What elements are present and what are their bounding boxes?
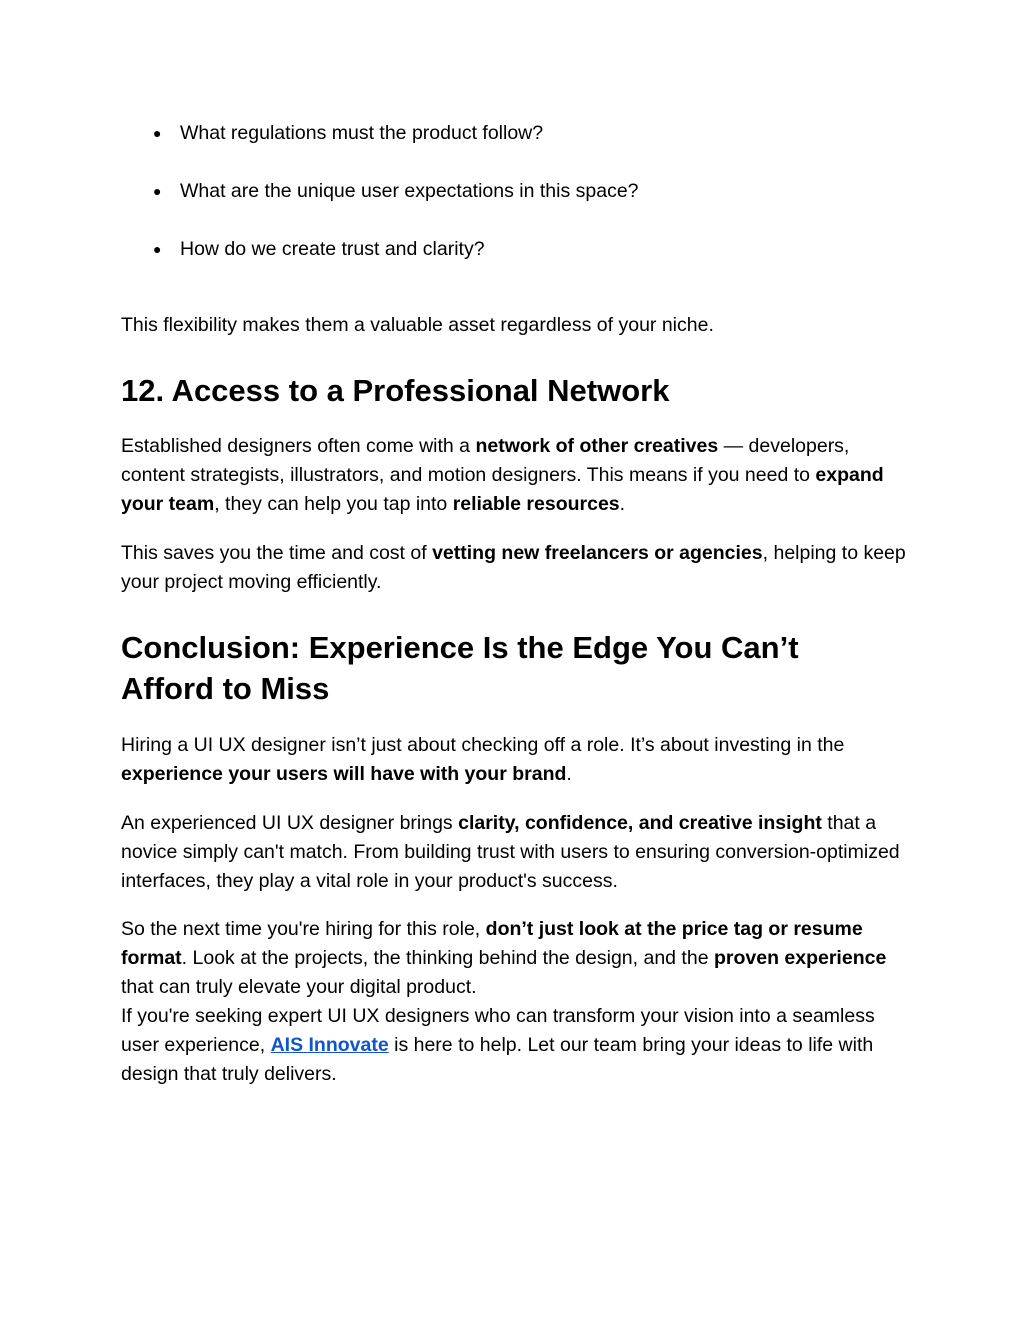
network-paragraph: Established designers often come with a network of other creatives — developers, content strategists, illustrators, and motion designers. This means if you need to expand your team, they can help you tap into reliable resources. bbox=[121, 435, 884, 515]
cta-paragraph: If you're seeking expert UI UX designers who can transform your vision into a seamless user experience, AIS Innovate is here to help. Let our team bring your ideas to life with design that truly delivers. bbox=[121, 1005, 875, 1085]
conclusion-heading: Conclusion: Experience Is the Edge You Can’t Afford to Miss bbox=[121, 630, 799, 706]
bullet-icon: ● bbox=[153, 241, 162, 257]
next-time-paragraph: So the next time you're hiring for this role, don’t just look at the price tag or resume format. Look at the projects, the thinking behind the design, and the proven experience that can truly elevate your digital product. bbox=[121, 918, 887, 998]
flexibility-paragraph: This flexibility makes them a valuable asset regardless of your niche. bbox=[121, 314, 714, 336]
vetting-paragraph: This saves you the time and cost of vetting new freelancers or agencies, helping to keep your project moving efficiently. bbox=[121, 542, 906, 593]
bullet-icon: ● bbox=[153, 125, 162, 141]
closing-block bbox=[121, 915, 911, 1089]
bullet-list bbox=[153, 119, 639, 293]
bullet-icon: ● bbox=[153, 183, 162, 199]
section-12-heading: 12. Access to a Professional Network bbox=[121, 373, 670, 408]
experienced-designer-paragraph: An experienced UI UX designer brings clarity, confidence, and creative insight that a novice simply can't match. From building trust with users to ensuring conversion-optimized interfaces, they play a vital role in your product's success. bbox=[121, 812, 900, 892]
list-item: ● How do we create trust and clarity? bbox=[153, 235, 639, 263]
list-item: ● What are the unique user expectations in this space? bbox=[153, 177, 639, 205]
ais-innovate-link[interactable]: AIS Innovate bbox=[270, 1034, 389, 1056]
hiring-paragraph: Hiring a UI UX designer isn’t just about checking off a role. It’s about investing in the experience your users will have with your brand. bbox=[121, 734, 845, 785]
list-item: ● What regulations must the product follow? bbox=[153, 119, 639, 147]
